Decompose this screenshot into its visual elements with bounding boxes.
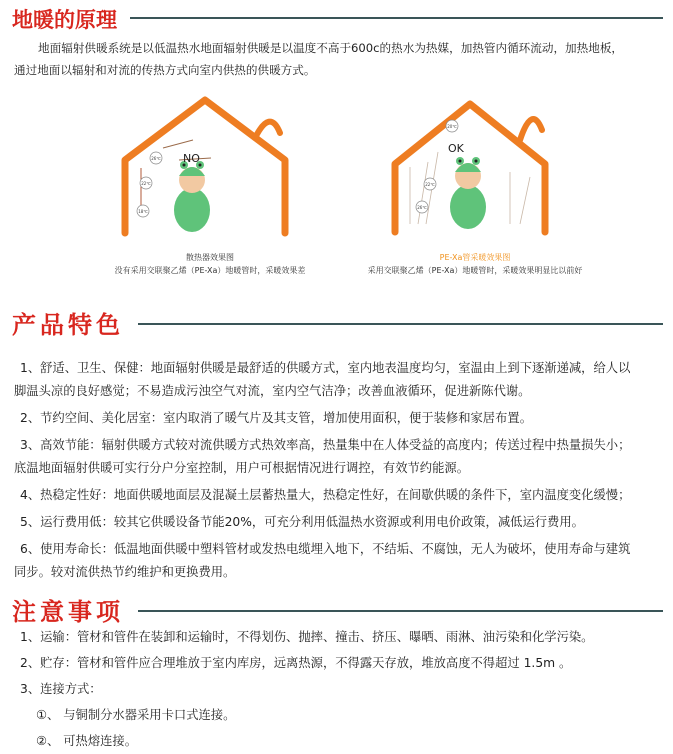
feature-item-6-line1: 6、使用寿命长：低温地面供暖中塑料管材或发热电缆埋入地下，不结垢、不腐蚀，无人为破坏，使用寿命与建筑 — [20, 542, 631, 556]
note-item-1: 1、运输：管材和管件在装卸和运输时，不得划伤、抛摔、撞击、挤压、曝晒、雨淋、油污染和化学污染。 — [20, 630, 594, 644]
notes-list — [14, 624, 663, 754]
feature-item-3-line2: 底温地面辐射供暖可实行分户分室控制，用户可根据情况进行调控，有效节约能源。 — [14, 461, 469, 475]
note-subitem-2: ②、 可热熔连接。 — [36, 734, 138, 748]
feature-item-2: 2、节约空间、美化居室：室内取消了暖气片及其支管，增加使用面积，便于装修和家居布置。 — [20, 411, 532, 425]
note-item-3: 3、连接方式： — [20, 682, 102, 696]
section-divider — [138, 610, 663, 612]
status-badge-no: NO — [183, 152, 200, 165]
temp-label: 22℃ — [425, 182, 435, 187]
section-title-features: 产品特色 — [12, 310, 124, 339]
temp-label: 22℃ — [141, 181, 151, 186]
feature-item-1-line2: 脚温头凉的良好感觉；不易造成污浊空气对流，室内空气洁净；改善血液循环，促进新陈代谢。 — [14, 384, 531, 398]
section-divider — [130, 17, 663, 19]
intro-line-2: 通过地面以辐射和对流的传热方式向室内供热的供暖方式。 — [14, 63, 316, 77]
features-list — [14, 357, 663, 584]
temp-label: 20℃ — [447, 124, 457, 129]
temp-label: 18℃ — [138, 209, 148, 214]
intro-line-1: 地面辐射供暖系统是以低温热水地面辐射供暖是以温度不高于600c的热水为热媒，加热管内循环流动，加热地板， — [38, 41, 624, 55]
temp-label: 26℃ — [417, 205, 427, 210]
left-figure-caption-text: 没有采用交联聚乙烯（PE-Xa）地暖管时，采暖效果差 — [114, 266, 306, 275]
feature-item-3-line1: 3、高效节能：辐射供暖方式较对流供暖方式热效率高，热量集中在人体受益的高度内；传送过程中热量损失小； — [20, 438, 631, 452]
section-title-notes: 注意事项 — [12, 597, 124, 626]
feature-item-4: 4、热稳定性好：地面供暖地面层及混凝土层蓄热量大，热稳定性好，在间歇供暖的条件下，室内温度变化缓慢； — [20, 488, 631, 502]
right-figure-caption-text: 采用交联聚乙烯（PE-Xa）地暖管时，采暖效果明显比以前好 — [367, 266, 583, 275]
section-divider — [138, 323, 663, 325]
feature-item-1-line1: 1、舒适、卫生、保健：地面辐射供暖是最舒适的供暖方式，室内地表温度均匀，室温由上到下逐渐递减，给人以 — [20, 361, 631, 375]
feature-item-6-line2: 同步。较对流供热节约维护和更换费用。 — [14, 565, 236, 579]
note-subitem-1: ①、 与铜制分水器采用卡口式连接。 — [36, 708, 236, 722]
right-figure-caption-title: PE-Xa管采暖效果图 — [439, 253, 511, 262]
feature-item-5: 5、运行费用低：较其它供暖设备节能20%，可充分利用低温热水资源或利用电价政策，减低运行费用。 — [20, 515, 584, 529]
pexa-house-illustration — [370, 92, 570, 247]
note-item-2: 2、贮存：管材和管件应合理堆放于室内库房，远离热源，不得露天存放，堆放高度不得超过 1.5m 。 — [20, 656, 572, 670]
radiator-house-illustration — [105, 88, 305, 243]
left-figure-caption-title: 散热器效果图 — [186, 253, 234, 262]
temp-label: 26℃ — [151, 156, 161, 161]
section-title-principle: 地暖的原理 — [12, 7, 117, 32]
status-badge-ok: OK — [448, 142, 464, 155]
